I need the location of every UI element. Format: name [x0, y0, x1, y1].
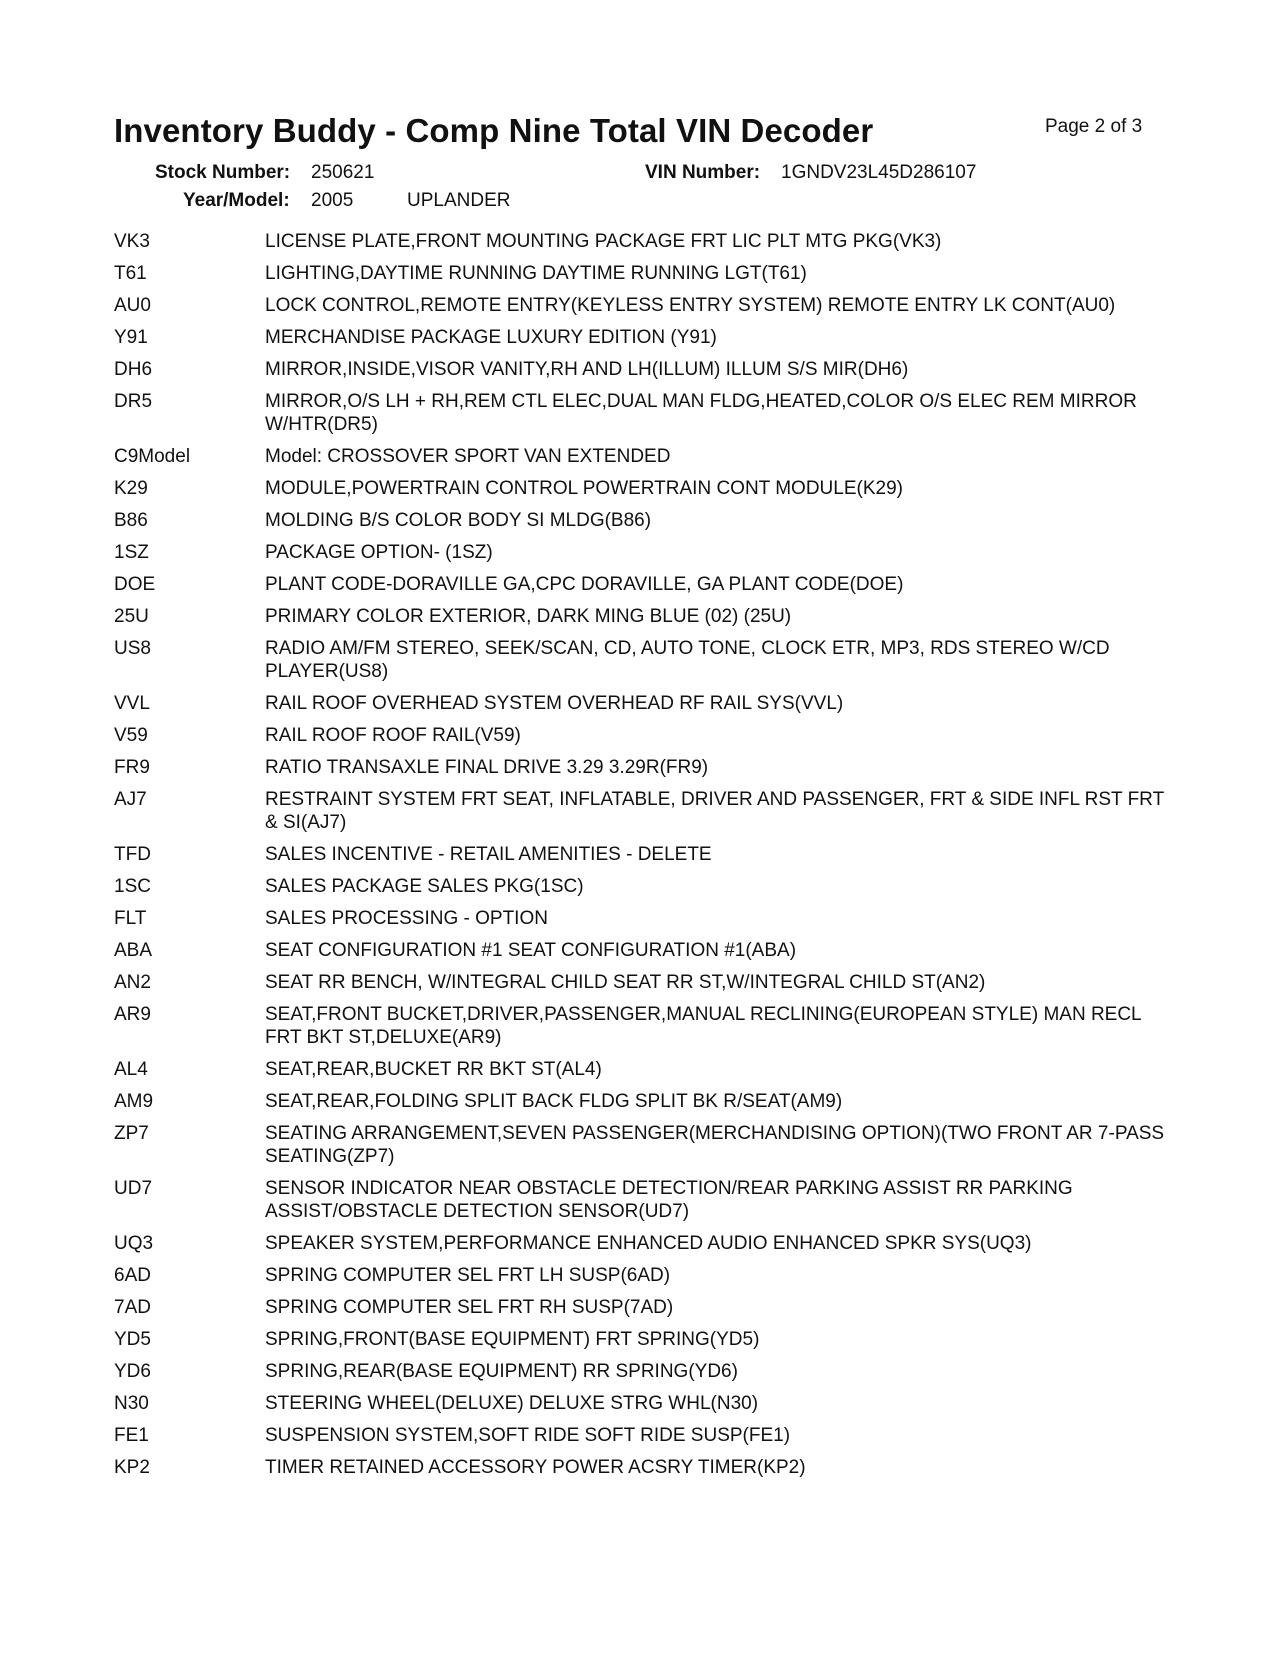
option-row	[114, 605, 1174, 628]
option-description: SPRING COMPUTER SEL FRT RH SUSP(7AD)	[265, 1297, 674, 1318]
option-code: 6AD	[114, 1265, 151, 1286]
option-row	[114, 843, 1174, 866]
option-code: N30	[114, 1393, 149, 1414]
option-code: FLT	[114, 908, 147, 929]
option-description: TIMER RETAINED ACCESSORY POWER ACSRY TIMER(KP2)	[265, 1457, 806, 1478]
option-code: FE1	[114, 1425, 149, 1446]
option-row	[114, 724, 1174, 747]
year-value: 2005	[311, 190, 354, 211]
stock-number-value: 250621	[311, 162, 375, 183]
option-row	[114, 907, 1174, 930]
option-row	[114, 541, 1174, 564]
option-code: Y91	[114, 327, 148, 348]
option-description: SEAT,REAR,FOLDING SPLIT BACK FLDG SPLIT BK R/SEAT(AM9)	[265, 1091, 843, 1112]
option-code: FR9	[114, 757, 150, 778]
option-description: Model: CROSSOVER SPORT VAN EXTENDED	[265, 446, 671, 467]
option-description: SALES INCENTIVE - RETAIL AMENITIES - DELETE	[265, 844, 712, 865]
option-row	[114, 1264, 1174, 1287]
model-value: UPLANDER	[407, 190, 511, 211]
option-code: 1SC	[114, 876, 151, 897]
option-description: SPRING,FRONT(BASE EQUIPMENT) FRT SPRING(YD5)	[265, 1329, 760, 1350]
option-description: LIGHTING,DAYTIME RUNNING DAYTIME RUNNING LGT(T61)	[265, 263, 807, 284]
option-code: VVL	[114, 693, 150, 714]
option-code: 7AD	[114, 1297, 151, 1318]
stock-number-label: Stock Number:	[155, 162, 291, 183]
option-row	[114, 358, 1174, 381]
option-code: AN2	[114, 972, 151, 993]
option-row	[114, 1392, 1174, 1415]
option-row	[114, 1456, 1174, 1479]
option-row	[114, 1177, 1174, 1223]
option-code: AR9	[114, 1004, 151, 1025]
vin-number-value: 1GNDV23L45D286107	[781, 162, 977, 183]
option-description: SEATING ARRANGEMENT,SEVEN PASSENGER(MERCHANDISING OPTION)(TWO FRONT AR 7-PASS SEATING(ZP7)	[265, 1123, 1165, 1167]
option-code: AU0	[114, 295, 151, 316]
option-code: TFD	[114, 844, 151, 865]
option-row	[114, 788, 1174, 834]
vin-number-label: VIN Number:	[645, 162, 761, 183]
option-row	[114, 1090, 1174, 1113]
option-code: B86	[114, 510, 148, 531]
year-model-label: Year/Model:	[183, 190, 290, 211]
option-code: YD6	[114, 1361, 151, 1382]
option-code: 25U	[114, 606, 149, 627]
option-row	[114, 1424, 1174, 1447]
option-row	[114, 573, 1174, 596]
option-row	[114, 1122, 1174, 1168]
option-row	[114, 939, 1174, 962]
option-description: RAIL ROOF OVERHEAD SYSTEM OVERHEAD RF RAIL SYS(VVL)	[265, 693, 844, 714]
option-description: RAIL ROOF ROOF RAIL(V59)	[265, 725, 521, 746]
option-row	[114, 1360, 1174, 1383]
option-description: STEERING WHEEL(DELUXE) DELUXE STRG WHL(N30)	[265, 1393, 759, 1414]
option-description: SENSOR INDICATOR NEAR OBSTACLE DETECTION/REAR PARKING ASSIST RR PARKING ASSIST/OBSTACLE DETECTION SENSOR(UD7)	[265, 1178, 1073, 1222]
option-description: SPRING,REAR(BASE EQUIPMENT) RR SPRING(YD6)	[265, 1361, 738, 1382]
option-code: VK3	[114, 231, 150, 252]
option-description: SEAT,FRONT BUCKET,DRIVER,PASSENGER,MANUAL RECLINING(EUROPEAN STYLE) MAN RECL FRT BKT ST,DELUXE(AR9)	[265, 1004, 1141, 1048]
option-row	[114, 637, 1174, 683]
option-code: K29	[114, 478, 148, 499]
option-row	[114, 445, 1174, 468]
option-row	[114, 692, 1174, 715]
option-description: RADIO AM/FM STEREO, SEEK/SCAN, CD, AUTO TONE, CLOCK ETR, MP3, RDS STEREO W/CD PLAYER(US8)	[265, 638, 1110, 682]
option-description: SALES PACKAGE SALES PKG(1SC)	[265, 876, 584, 897]
option-code: YD5	[114, 1329, 151, 1350]
option-row	[114, 509, 1174, 532]
option-description: LOCK CONTROL,REMOTE ENTRY(KEYLESS ENTRY SYSTEM) REMOTE ENTRY LK CONT(AU0)	[265, 295, 1116, 316]
option-code: AL4	[114, 1059, 148, 1080]
option-code: T61	[114, 263, 147, 284]
option-code: AM9	[114, 1091, 154, 1112]
option-description: PACKAGE OPTION- (1SZ)	[265, 542, 493, 563]
option-row	[114, 971, 1174, 994]
option-code: KP2	[114, 1457, 150, 1478]
option-description: SEAT,REAR,BUCKET RR BKT ST(AL4)	[265, 1059, 602, 1080]
option-code: DR5	[114, 391, 153, 412]
option-row	[114, 477, 1174, 500]
option-row	[114, 262, 1174, 285]
page-number: Page 2 of 3	[1045, 116, 1143, 137]
option-description: SEAT CONFIGURATION #1 SEAT CONFIGURATION #1(ABA)	[265, 940, 797, 961]
option-description: PRIMARY COLOR EXTERIOR, DARK MING BLUE (02) (25U)	[265, 606, 792, 627]
option-description: PLANT CODE-DORAVILLE GA,CPC DORAVILLE, GA PLANT CODE(DOE)	[265, 574, 904, 595]
option-description: MOLDING B/S COLOR BODY SI MLDG(B86)	[265, 510, 652, 531]
option-code: UD7	[114, 1178, 153, 1199]
option-row	[114, 326, 1174, 349]
option-code: DOE	[114, 574, 156, 595]
option-description: SPRING COMPUTER SEL FRT LH SUSP(6AD)	[265, 1265, 671, 1286]
option-row	[114, 875, 1174, 898]
option-description: SALES PROCESSING - OPTION	[265, 908, 548, 929]
option-code: V59	[114, 725, 148, 746]
option-description: SUSPENSION SYSTEM,SOFT RIDE SOFT RIDE SUSP(FE1)	[265, 1425, 791, 1446]
option-code: ZP7	[114, 1123, 149, 1144]
option-row	[114, 230, 1174, 253]
option-row	[114, 294, 1174, 317]
option-row	[114, 1003, 1174, 1049]
option-description: MERCHANDISE PACKAGE LUXURY EDITION (Y91)	[265, 327, 717, 348]
option-description: SPEAKER SYSTEM,PERFORMANCE ENHANCED AUDIO ENHANCED SPKR SYS(UQ3)	[265, 1233, 1032, 1254]
document-title: Inventory Buddy - Comp Nine Total VIN Decoder	[114, 112, 874, 149]
option-description: MIRROR,O/S LH + RH,REM CTL ELEC,DUAL MAN FLDG,HEATED,COLOR O/S ELEC REM MIRROR W/HTR(DR5)	[265, 391, 1137, 435]
option-row	[114, 756, 1174, 779]
option-description: MODULE,POWERTRAIN CONTROL POWERTRAIN CONT MODULE(K29)	[265, 478, 903, 499]
option-description: RESTRAINT SYSTEM FRT SEAT, INFLATABLE, DRIVER AND PASSENGER, FRT & SIDE INFL RST FRT & SI(AJ7)	[265, 789, 1164, 833]
option-code: UQ3	[114, 1233, 154, 1254]
option-code: C9Model	[114, 446, 191, 467]
option-description: RATIO TRANSAXLE FINAL DRIVE 3.29 3.29R(FR9)	[265, 757, 709, 778]
option-code: DH6	[114, 359, 153, 380]
option-row	[114, 1058, 1174, 1081]
option-code: 1SZ	[114, 542, 149, 563]
option-row	[114, 390, 1174, 436]
option-description: SEAT RR BENCH, W/INTEGRAL CHILD SEAT RR ST,W/INTEGRAL CHILD ST(AN2)	[265, 972, 986, 993]
option-code: AJ7	[114, 789, 147, 810]
option-code-list	[114, 230, 1174, 1488]
option-code: US8	[114, 638, 151, 659]
option-row	[114, 1232, 1174, 1255]
option-row	[114, 1296, 1174, 1319]
option-description: MIRROR,INSIDE,VISOR VANITY,RH AND LH(ILLUM) ILLUM S/S MIR(DH6)	[265, 359, 909, 380]
option-description: LICENSE PLATE,FRONT MOUNTING PACKAGE FRT LIC PLT MTG PKG(VK3)	[265, 231, 942, 252]
option-code: ABA	[114, 940, 153, 961]
option-row	[114, 1328, 1174, 1351]
